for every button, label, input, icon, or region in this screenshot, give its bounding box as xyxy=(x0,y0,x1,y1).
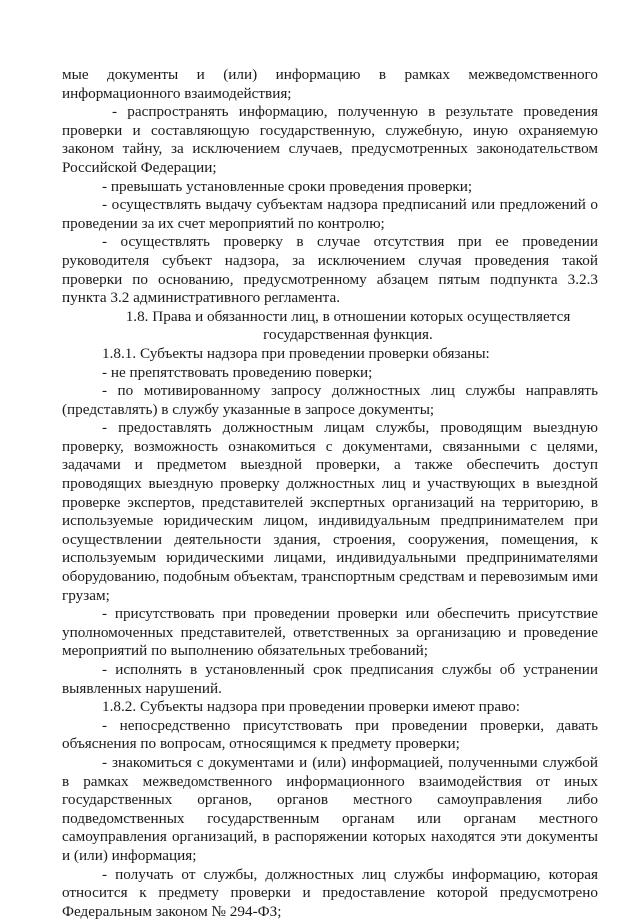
subsection-title: 1.8.2. Субъекты надзора при проведении проверки имеют право: xyxy=(102,698,520,716)
paragraph-item: - осуществлять проверку в случае отсутствия при ее проведении руководителя субъект надзора, за исключением случая проведения такой проверки по основанию, предусмотренному абзацем пятым подпункта 3.2.3 пункта 3.2 административного регламента. xyxy=(62,233,598,307)
paragraph-item: - исполнять в установленный срок предписания службы об устранении выявленных нарушений. xyxy=(62,661,598,697)
paragraph-item: - получать от службы, должностных лиц службы информацию, которая относится к предмету проверки и предоставление которой предусмотрено Федеральным законом № 294-ФЗ; xyxy=(62,865,598,920)
paragraph-item: - распространять информацию, полученную в результате проведения проверки и составляющую государственную, служебную, иную охраняемую законом тайну, за исключением случаев, предусмотренных законодательством Российской Федерации; xyxy=(62,103,598,176)
paragraph-item: - предоставлять должностным лицам службы, проводящим выездную проверку, возможность ознакомиться с документами, связанными с целями, задачами и предметом выездной проверки, а также обеспечить доступ проводящих выездную проверку должностных лиц и участвующих в выездной проверке экспертов, представителей экспертных организаций на территорию, в используемые юридическим лицом, индивидуальным предпринимателем при осуществлении деятельности здания, строения, сооружения, помещения, к используемым юридическими лицами, индивидуальными предпринимателями оборудованию, подобным объектам, транспортным средствам и перевозимым ими грузам; xyxy=(62,419,598,604)
paragraph-continuation: мые документы и (или) информацию в рамках межведомственного информационного взаимодействия; xyxy=(62,66,598,102)
paragraph-item: - по мотивированному запросу должностных лиц службы направлять (представлять) в службу указанные в запросе документы; xyxy=(62,382,598,418)
subsection-title: 1.8.1. Субъекты надзора при проведении проверки обязаны: xyxy=(102,344,490,362)
paragraph-item: - присутствовать при проведении проверки или обеспечить присутствие уполномоченных представителей, ответственных за организацию и проведение мероприятий по выполнению обязательных требований; xyxy=(62,605,598,660)
paragraph-item: - знакомиться с документами и (или) информацией, полученными службой в рамках межведомственного информационного взаимодействия от иных государственных органов, органов местного самоуправления либо подведомственных государственным органам или органам местного самоуправления организаций, в распоряжении которых находятся эти документы и (или) информация; xyxy=(62,753,598,864)
paragraph-item: - непосредственно присутствовать при проведении проверки, давать объяснения по вопросам, относящимся к предмету проверки; xyxy=(62,716,598,753)
section-heading: 1.8. Права и обязанности лиц, в отношении которых осуществляется государственная функция. xyxy=(125,307,571,344)
document-body xyxy=(62,66,598,921)
paragraph-item: - не препятствовать проведению поверки; xyxy=(102,363,373,381)
paragraph-item: - превышать установленные сроки проведения проверки; xyxy=(102,177,473,195)
paragraph-item: - осуществлять выдачу субъектам надзора предписаний или предложений о проведении за их счет мероприятий по контролю; xyxy=(62,196,598,232)
